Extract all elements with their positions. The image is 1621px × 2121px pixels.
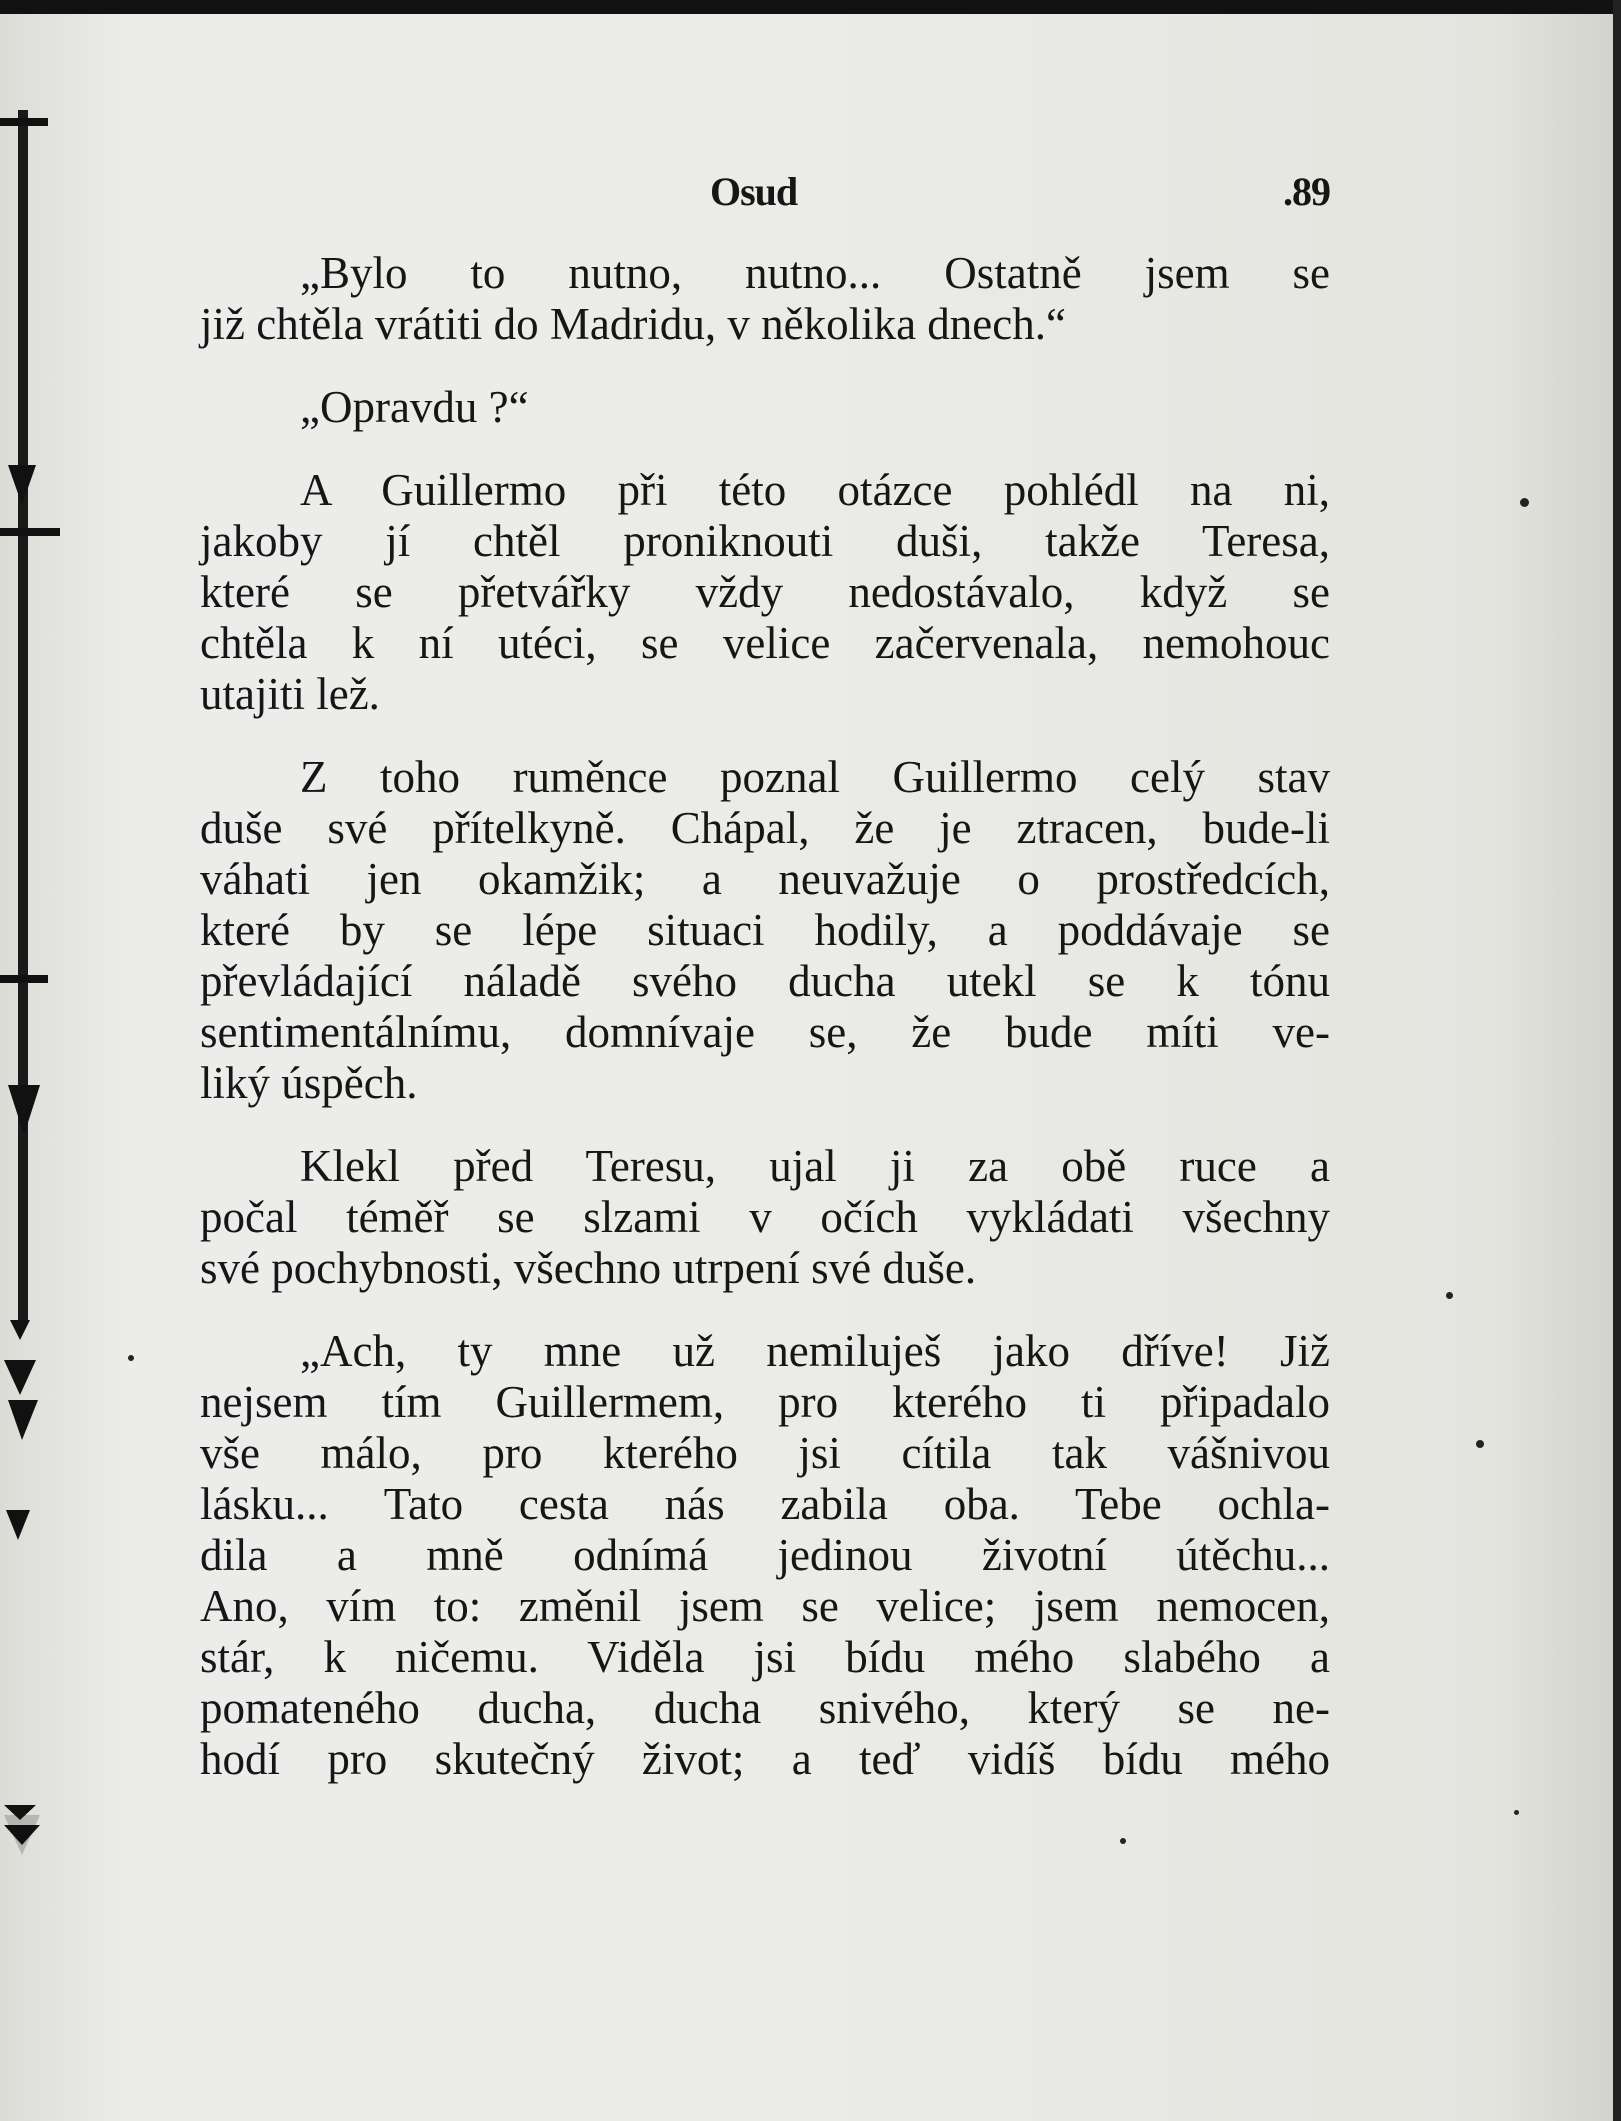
scan-speck bbox=[1514, 1810, 1519, 1815]
paragraph-4 bbox=[200, 752, 1330, 1109]
scan-speck bbox=[1446, 1292, 1453, 1299]
text-line: převládající náladě svého ducha utekl se k tónu bbox=[200, 956, 1330, 1006]
text-line: váhati jen okamžik; a neuvažuje o prostředcích, bbox=[200, 854, 1330, 904]
text-line: sentimentálnímu, domnívaje se, že bude míti ve- bbox=[200, 1007, 1330, 1057]
text-line: vše málo, pro kterého jsi cítila tak vášnivou bbox=[200, 1428, 1330, 1478]
paragraph-5 bbox=[200, 1141, 1330, 1294]
binding-edge bbox=[0, 0, 70, 2121]
text-line: nejsem tím Guillermem, pro kterého ti připadalo bbox=[200, 1377, 1330, 1427]
text-line: utajiti lež. bbox=[200, 669, 380, 719]
text-line: stár, k ničemu. Viděla jsi bídu mého slabého a bbox=[200, 1632, 1330, 1682]
text-line: duše své přítelkyně. Chápal, že je ztracen, bude-li bbox=[200, 803, 1330, 853]
text-line: Ano, vím to: změnil jsem se velice; jsem nemocen, bbox=[200, 1581, 1330, 1631]
scan-right-edge bbox=[1613, 0, 1621, 2121]
running-header bbox=[200, 160, 1330, 220]
text-line: lásku... Tato cesta nás zabila oba. Tebe ochla- bbox=[200, 1479, 1330, 1529]
text-line: které by se lépe situaci hodily, a poddávaje se bbox=[200, 905, 1330, 955]
text-line: jakoby jí chtěl proniknouti duši, takže Teresa, bbox=[200, 516, 1330, 566]
page-number: .89 bbox=[1283, 169, 1330, 214]
paragraph-1 bbox=[200, 248, 1330, 350]
text-line: své pochybnosti, všechno utrpení své duše. bbox=[200, 1243, 977, 1293]
text-line: chtěla k ní utéci, se velice začervenala, nemohouc bbox=[200, 618, 1330, 668]
paragraph-6 bbox=[200, 1326, 1330, 1785]
text-line: dila a mně odnímá jedinou životní útěchu... bbox=[200, 1530, 1330, 1580]
paragraph-2 bbox=[200, 382, 1330, 433]
text-line: Klekl před Teresu, ujal ji za obě ruce a bbox=[300, 1141, 1330, 1191]
text-line: „Ach, ty mne už nemiluješ jako dříve! Již bbox=[300, 1326, 1330, 1376]
chapter-title: Osud bbox=[710, 169, 798, 214]
scan-speck bbox=[128, 1355, 134, 1361]
text-line: liký úspěch. bbox=[200, 1058, 418, 1108]
scan-speck bbox=[1120, 1838, 1126, 1844]
text-line: „Opravdu ?“ bbox=[300, 382, 529, 432]
book-page bbox=[200, 160, 1330, 1785]
text-line: hodí pro skutečný život; a teď vidíš bídu mého bbox=[200, 1734, 1330, 1784]
text-line: pomateného ducha, ducha snivého, který se ne- bbox=[200, 1683, 1330, 1733]
text-line: počal téměř se slzami v očích vykládati všechny bbox=[200, 1192, 1330, 1242]
text-line: A Guillermo při této otázce pohlédl na ni, bbox=[300, 465, 1330, 515]
scan-top-edge bbox=[0, 0, 1621, 14]
text-line: již chtěla vrátiti do Madridu, v několika dnech.“ bbox=[200, 299, 1066, 349]
text-line: které se přetvářky vždy nedostávalo, když se bbox=[200, 567, 1330, 617]
text-line: Z toho ruměnce poznal Guillermo celý stav bbox=[300, 752, 1330, 802]
text-line: „Bylo to nutno, nutno... Ostatně jsem se bbox=[300, 248, 1330, 298]
scan-speck bbox=[1476, 1440, 1484, 1448]
paragraph-3 bbox=[200, 465, 1330, 720]
scan-speck bbox=[1520, 498, 1529, 507]
